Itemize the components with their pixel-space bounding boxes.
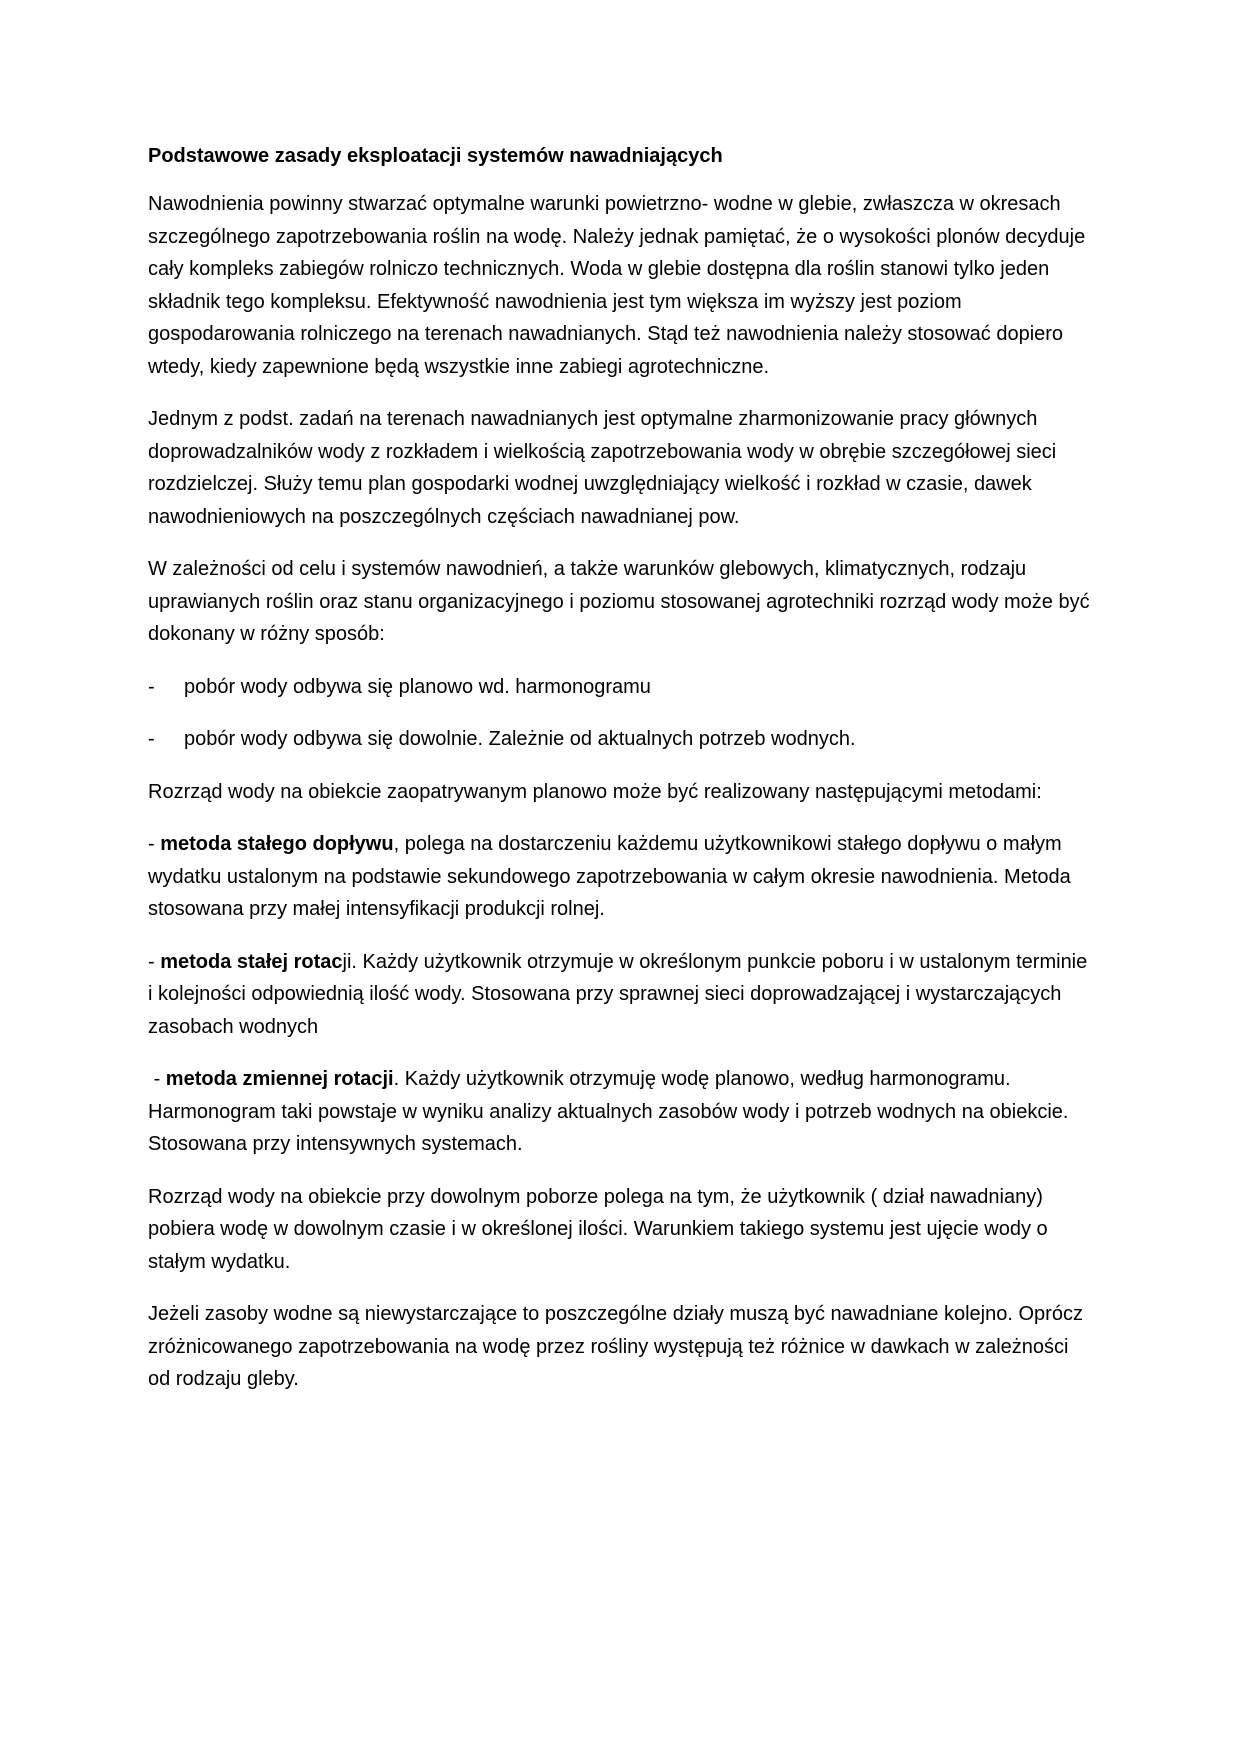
document-title: Podstawowe zasady eksploatacji systemów nawadniających <box>148 145 723 167</box>
bullet-text: pobór wody odbywa się dowolnie. Zależnie od aktualnych potrzeb wodnych. <box>184 728 856 750</box>
document-page <box>148 140 1093 1416</box>
method-constant-inflow <box>148 828 1093 926</box>
bullet-dash: - <box>148 728 155 750</box>
paragraph-intro: Nawodnienia powinny stwarzać optymalne warunki powietrzno- wodne w glebie, zwłaszcza w okresach szczególnego zapotrzebowania roślin na wodę. Należy jednak pamiętać, że o wysokości plonów decyduje cały kompleks zabiegów rolniczo technicznych. Woda w glebie dostępna dla roślin stanowi tylko jeden składnik tego kompleksu. Efektywność nawodnienia jest tym większa im wyższy jest poziom gospodarowania rolniczego na terenach nawadnianych. Stąd też nawodnienia należy stosować dopiero wtedy, kiedy zapewnione będą wszystkie inne zabiegi agrotechniczne. <box>148 193 1086 378</box>
method-description: . Każdy użytkownik otrzymuję wodę planowo, według harmonogramu. Harmonogram taki powstaje w wyniku analizy aktualnych zasobów wody i potrzeb wodnych na obiekcie. Stosowana przy intensywnych systemach. <box>148 1068 1075 1155</box>
bullet-text: pobór wody odbywa się planowo wd. harmonogramu <box>184 675 651 698</box>
paragraph-water-management: Jednym z podst. zadań na terenach nawadnianych jest optymalne zharmonizowanie pracy głównych doprowadzalników wody z rozkładem i wielkością zapotrzebowania wody w obrębie szczegółowej sieci rozdzielczej. Służy temu plan gospodarki wodnej uwzględniający wielkość i rozkład w czasie, dawek nawodnieniowych na poszczególnych częściach nawadnianej pow. <box>148 408 1057 528</box>
paragraph-insufficient-resources: Jeżeli zasoby wodne są niewystarczające to poszczególne działy muszą być nawadniane kolejno. Oprócz zróżnicowanego zapotrzebowania na wodę przez rośliny występują też różnice w dawkach w zależności od rodzaju gleby. <box>148 1303 1083 1390</box>
method-prefix: - <box>148 950 161 973</box>
method-prefix: - <box>148 833 161 855</box>
method-description: ji. Każdy użytkownik otrzymuje w określonym punkcie poboru i w ustalonym terminie i kolejności odpowiednią ilość wody. Stosowana przy sprawnej sieci doprowadzającej i wystarczających zasobach wodnych <box>148 950 1088 1038</box>
method-name: metoda stałej rotac <box>160 950 343 973</box>
method-prefix: - <box>148 1068 166 1090</box>
method-name: metoda zmiennej rotacji <box>165 1068 394 1090</box>
method-constant-rotation <box>148 946 1093 1044</box>
list-item <box>148 671 1093 704</box>
bullet-dash: - <box>148 675 155 698</box>
method-variable-rotation <box>148 1063 1093 1161</box>
method-name: metoda stałego dopływu <box>160 833 394 855</box>
paragraph-free-intake: Rozrząd wody na obiekcie przy dowolnym poborze polega na tym, że użytkownik ( dział nawadniany) pobiera wodę w dowolnym czasie i w określonej ilości. Warunkiem takiego systemu jest ujęcie wody o stałym wydatku. <box>148 1185 1048 1273</box>
paragraph-distribution-methods: W zależności od celu i systemów nawodnień, a także warunków glebowych, klimatycznych, rodzaju uprawianych roślin oraz stanu organizacyjnego i poziomu stosowanej agrotechniki rozrząd wody może być dokonany w różny sposób: <box>148 558 1090 645</box>
list-item <box>148 723 1093 756</box>
method-description: , polega na dostarczeniu każdemu użytkownikowi stałego dopływu o małym wydatku ustalonym na podstawie sekundowego zapotrzebowania w całym okresie nawodnienia. Metoda stosowana przy małej intensyfikacji produkcji rolnej. <box>148 833 1071 920</box>
paragraph-planned-supply: Rozrząd wody na obiekcie zaopatrywanym planowo może być realizowany następującymi metodami: <box>148 780 1042 803</box>
